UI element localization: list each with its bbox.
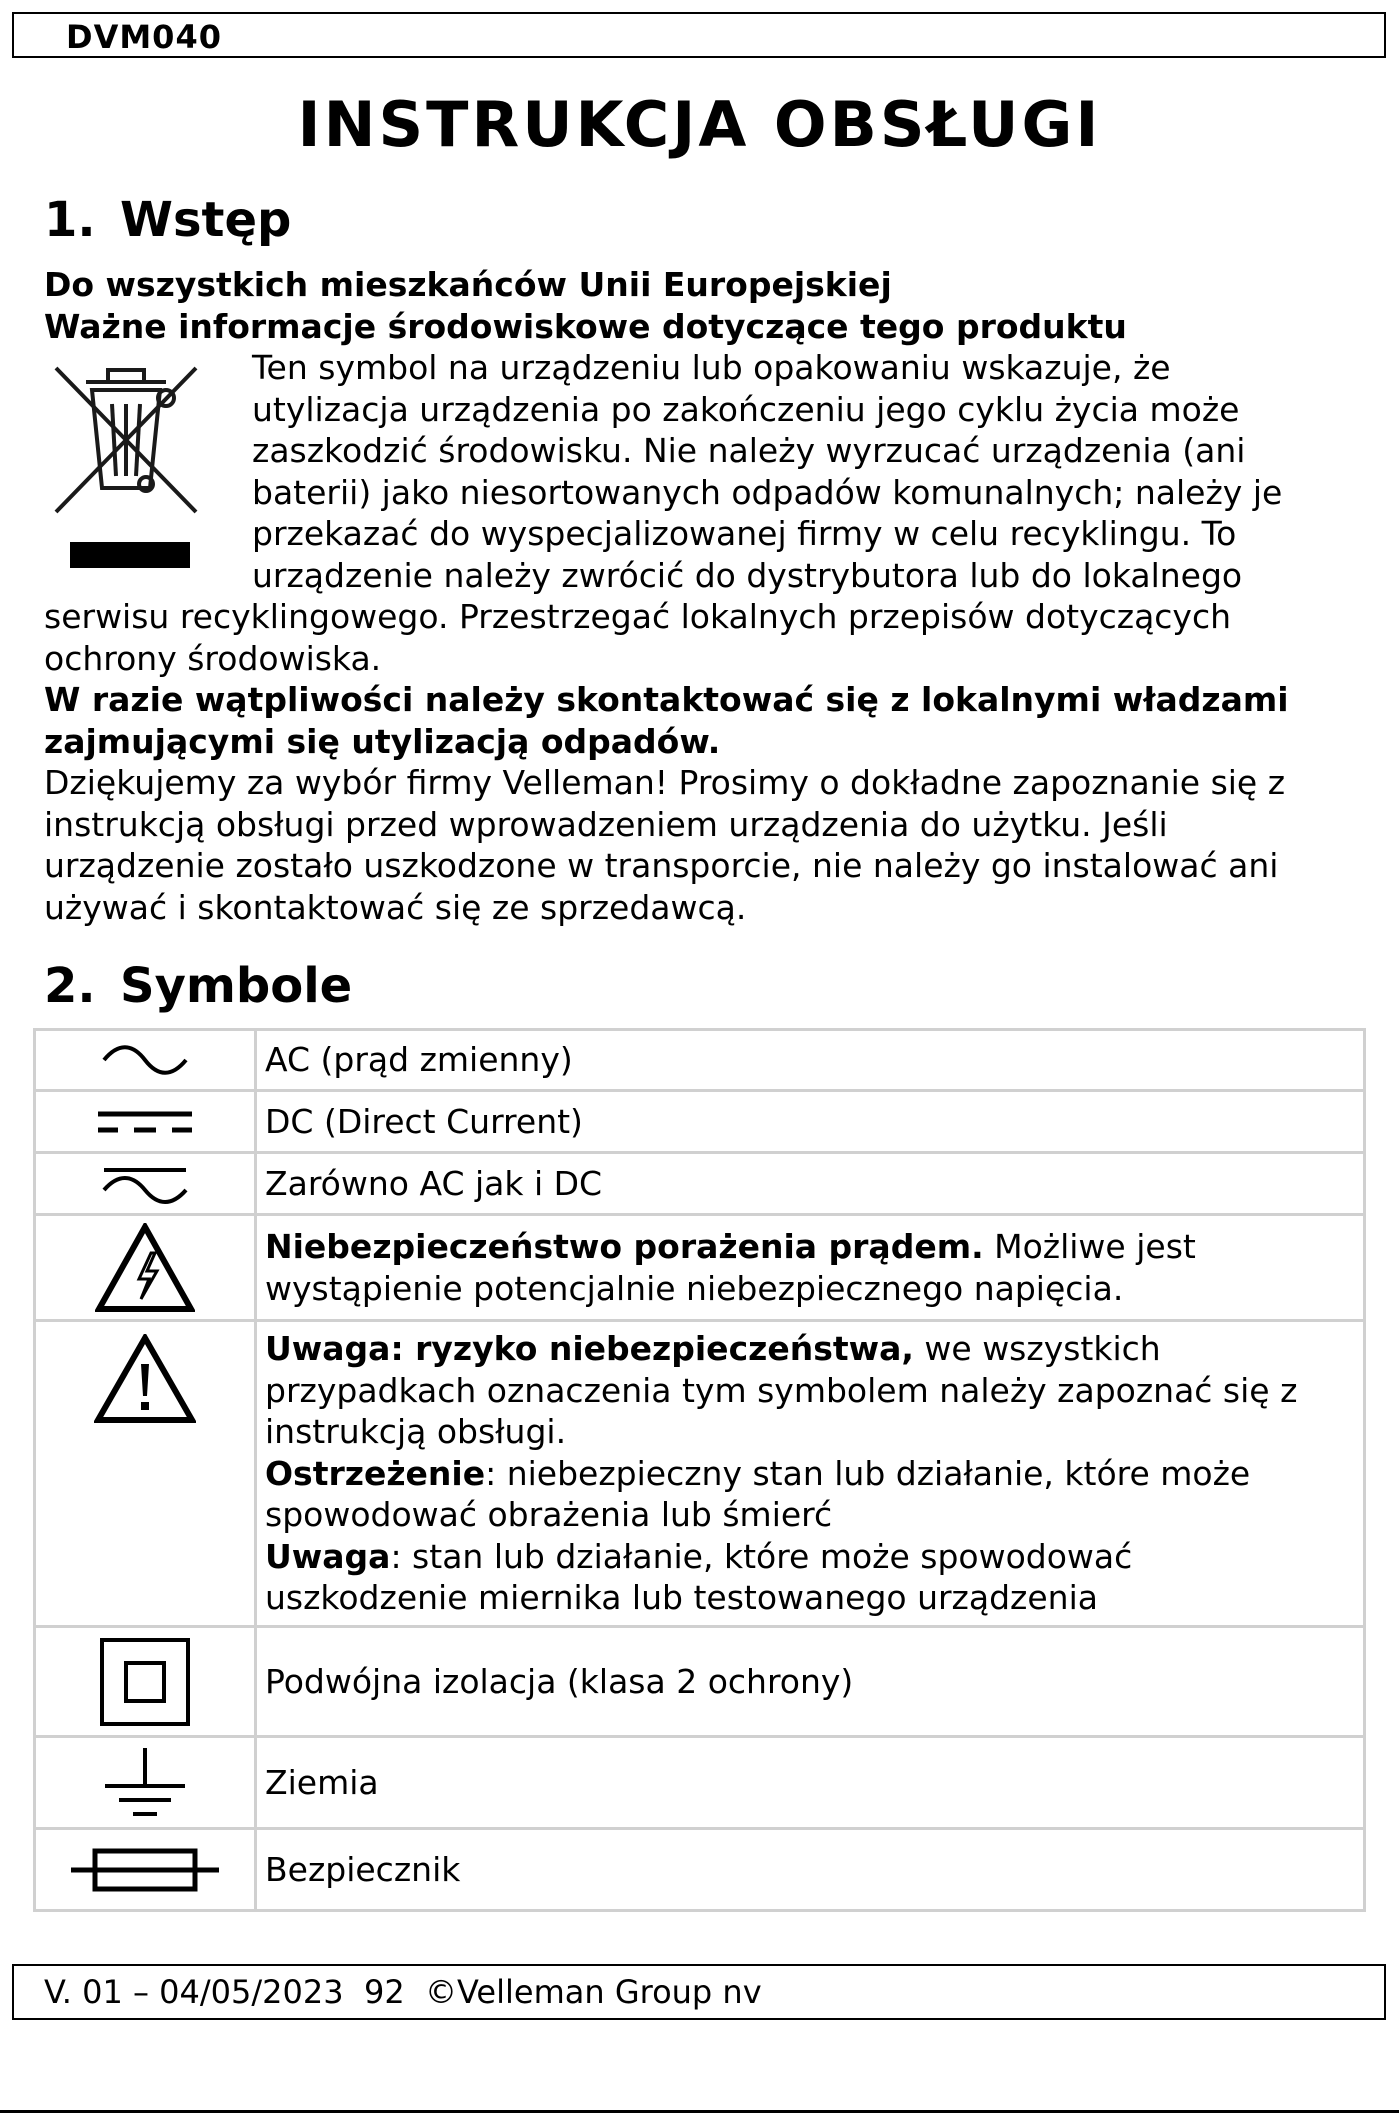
weee-paragraph-continued xyxy=(44,596,1374,679)
symbol-description xyxy=(256,1215,1365,1321)
symbol-cell xyxy=(35,1091,256,1153)
section-1-heading xyxy=(44,192,291,248)
section-2-title: Symbole xyxy=(120,958,353,1014)
text-line xyxy=(265,1226,1355,1268)
symbol-cell xyxy=(35,1153,256,1215)
symbol-cell xyxy=(35,1215,256,1321)
text-line: urządzenie zostało uszkodzone w transporcie, nie należy go instalować ani xyxy=(44,846,1279,885)
model-number: DVM040 xyxy=(66,18,222,56)
dc-icon xyxy=(96,1106,194,1138)
environment-info-heading: Ważne informacje środowiskowe dotyczące tego produktu xyxy=(44,307,1127,346)
copyright: ©Velleman Group nv xyxy=(425,1973,762,2011)
text-line: serwisu recyklingowego. Przestrzegać lokalnych przepisów dotyczących xyxy=(44,597,1232,636)
document-title: INSTRUKCJA OBSŁUGI xyxy=(297,88,1102,161)
text-line: wystąpienie potencjalnie niebezpiecznego napięcia. xyxy=(265,1268,1124,1308)
symbol-description: Ziemia xyxy=(256,1737,1365,1829)
note-label: Uwaga xyxy=(265,1536,391,1576)
text-line: używać i skontaktować się ze sprzedawcą. xyxy=(44,887,747,927)
symbol-cell xyxy=(35,1030,256,1091)
caution-warning-icon xyxy=(94,1334,196,1424)
text-span: : stan lub działanie, które może spowodować xyxy=(390,1536,1133,1576)
footer-bar xyxy=(12,1964,1386,2020)
text-line: urządzenie należy zwrócić do dystrybutora lub do lokalnego xyxy=(252,555,1243,595)
shock-label: Niebezpieczeństwo porażenia prądem. xyxy=(265,1227,984,1266)
table-row xyxy=(35,1091,1365,1153)
symbol-description: Bezpiecznik xyxy=(256,1829,1365,1911)
weee-crossed-bin-icon xyxy=(50,360,202,570)
symbol-description xyxy=(256,1321,1365,1627)
text-line xyxy=(265,1453,1355,1495)
table-row xyxy=(35,1321,1365,1627)
text-span: we wszystkich xyxy=(913,1329,1161,1369)
eu-residents-heading: Do wszystkich mieszkańców Unii Europejskiej xyxy=(44,265,892,304)
text-line: uszkodzenie miernika lub testowanego urządzenia xyxy=(265,1578,1098,1618)
table-row xyxy=(35,1627,1365,1737)
symbol-cell xyxy=(35,1737,256,1829)
text-line: Ten symbol na urządzeniu lub opakowaniu wskazuje, że xyxy=(252,348,1171,387)
text-line: instrukcją obsługi przed wprowadzeniem urządzenia do użytku. Jeśli xyxy=(44,804,1168,844)
section-2-number: 2. xyxy=(44,958,96,1014)
text-span: : niebezpieczny stan lub działanie, które może xyxy=(485,1453,1251,1493)
symbol-cell xyxy=(35,1627,256,1737)
table-row xyxy=(35,1737,1365,1829)
bottom-divider xyxy=(0,2110,1399,2113)
fuse-icon xyxy=(69,1847,221,1893)
symbols-table xyxy=(33,1028,1366,1912)
text-line: Dziękujemy za wybór firmy Velleman! Prosimy o dokładne zapoznanie się z xyxy=(44,763,1286,802)
symbol-description: Podwójna izolacja (klasa 2 ochrony) xyxy=(256,1627,1365,1737)
header-bar xyxy=(12,12,1386,58)
text-line: spowodować obrażenia lub śmierć xyxy=(265,1495,833,1535)
text-line: ochrony środowiska. xyxy=(44,638,382,678)
electric-shock-warning-icon xyxy=(95,1223,195,1313)
symbol-cell xyxy=(35,1829,256,1911)
text-line: przypadkach oznaczenia tym symbolem należy zapoznać się z xyxy=(265,1370,1298,1410)
symbol-cell xyxy=(35,1321,256,1627)
warning-label: Ostrzeżenie xyxy=(265,1453,486,1493)
table-row xyxy=(35,1153,1365,1215)
text-line: W razie wątpliwości należy skontaktować się z lokalnymi władzami xyxy=(44,680,1289,719)
symbol-description: AC (prąd zmienny) xyxy=(256,1030,1365,1091)
ac-sine-icon xyxy=(100,1045,190,1075)
table-row xyxy=(35,1215,1365,1321)
ac-dc-icon xyxy=(100,1164,190,1204)
double-insulation-icon xyxy=(99,1637,191,1727)
section-1-title: Wstęp xyxy=(120,192,292,248)
text-line: zaszkodzić środowisku. Nie należy wyrzucać urządzenia (ani xyxy=(252,431,1246,470)
text-line: baterii) jako niesortowanych odpadów komunalnych; należy je xyxy=(252,472,1283,512)
version-date: V. 01 – 04/05/2023 xyxy=(44,1973,344,2011)
text-line: przekazać do wyspecjalizowanej firmy w celu recyklingu. To xyxy=(252,514,1237,553)
page-number: 92 xyxy=(363,1973,405,2011)
ground-icon xyxy=(103,1746,187,1820)
text-line: utylizacja urządzenia po zakończeniu jego cyklu życia może xyxy=(252,389,1240,429)
footer-text xyxy=(44,1973,762,2011)
text-line: zajmującymi się utylizacją odpadów. xyxy=(44,721,721,761)
text-line: instrukcją obsługi. xyxy=(265,1412,567,1452)
weee-paragraph xyxy=(252,347,1372,596)
symbol-description: Zarówno AC jak i DC xyxy=(256,1153,1365,1215)
text-line xyxy=(265,1536,1355,1578)
text-line xyxy=(265,1328,1355,1370)
table-row xyxy=(35,1829,1365,1911)
table-row xyxy=(35,1030,1365,1091)
contact-authorities-note xyxy=(44,679,1374,762)
section-1-number: 1. xyxy=(44,192,96,248)
symbol-description: DC (Direct Current) xyxy=(256,1091,1365,1153)
section-2-heading xyxy=(44,958,352,1014)
thank-you-paragraph xyxy=(44,762,1374,928)
caution-label: Uwaga: ryzyko niebezpieczeństwa, xyxy=(265,1329,914,1369)
text-span: Możliwe jest xyxy=(983,1227,1196,1266)
